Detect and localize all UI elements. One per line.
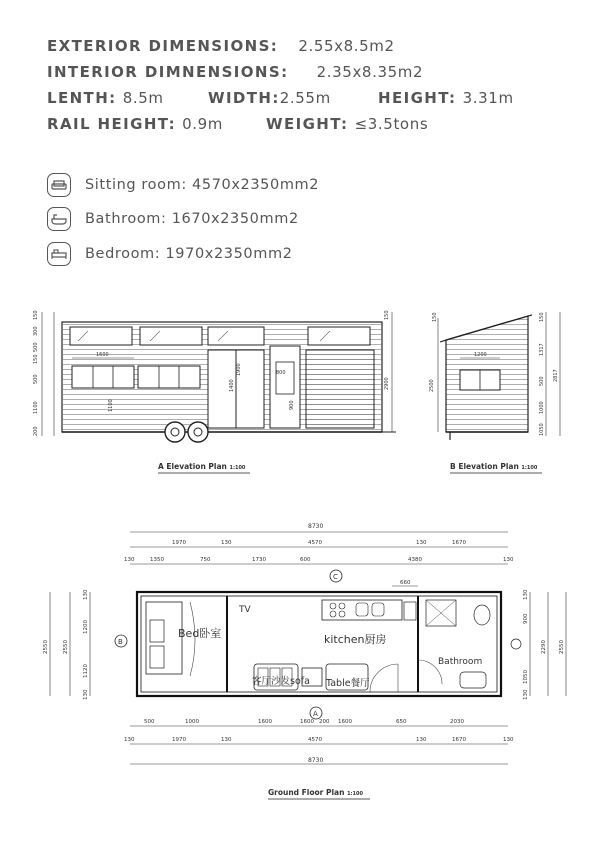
svg-text:1000: 1000 — [539, 401, 545, 414]
spec-exterior-label: EXTERIOR DIMENSIONS: — [47, 37, 279, 55]
svg-text:A: A — [313, 710, 318, 718]
svg-text:1730: 1730 — [252, 557, 266, 563]
svg-text:1120: 1120 — [83, 664, 89, 678]
svg-text:1600: 1600 — [300, 719, 314, 725]
svg-text:C: C — [333, 573, 338, 581]
right-dim-chain — [523, 589, 565, 700]
washbasin-icon — [460, 672, 486, 688]
svg-text:130: 130 — [124, 557, 135, 563]
svg-text:150: 150 — [539, 312, 545, 322]
spec-weight-value: ≤3.5tons — [354, 115, 429, 133]
svg-text:130: 130 — [83, 589, 89, 600]
spec-interior-label: INTERIOR DIMNENSIONS: — [47, 63, 289, 81]
elevation-a-dim-150: 150 — [384, 310, 390, 320]
elevation-a-panel — [306, 350, 374, 428]
svg-text:900: 900 — [523, 613, 529, 624]
svg-text:2030: 2030 — [450, 719, 464, 725]
svg-text:1050: 1050 — [523, 670, 529, 684]
bottom-dim-chain — [124, 719, 514, 743]
svg-text:1100: 1100 — [108, 399, 114, 412]
svg-text:1000: 1000 — [185, 719, 199, 725]
marker-a — [310, 707, 322, 719]
overall-length-bottom: 8730 — [308, 757, 324, 764]
elevation-b — [429, 312, 560, 473]
svg-text:1350: 1350 — [150, 557, 164, 563]
svg-text:500: 500 — [539, 376, 545, 386]
spec-interior-value: 2.35x8.35m2 — [316, 63, 424, 81]
elevation-a-caption: A Elevation Plan 1:100 — [158, 462, 246, 471]
spec-width-value: 2.55m — [279, 89, 331, 107]
entry-door-swing — [370, 664, 398, 692]
svg-text:130: 130 — [221, 540, 232, 546]
elevation-a-door — [270, 346, 300, 428]
svg-text:4570: 4570 — [308, 737, 322, 743]
svg-text:1200: 1200 — [83, 620, 89, 634]
svg-text:130: 130 — [523, 589, 529, 600]
wheel-icon — [165, 422, 185, 442]
marker-c — [330, 570, 342, 582]
spec-rail-value: 0.9m — [182, 115, 224, 133]
svg-text:130: 130 — [124, 737, 135, 743]
svg-text:1970: 1970 — [172, 737, 186, 743]
room-label-bed: Bed卧室 — [178, 627, 222, 640]
room-bathroom-text: Bathroom: 1670x2350mm2 — [85, 211, 299, 227]
spec-height-label: HEIGHT: — [378, 89, 457, 107]
svg-text:130: 130 — [503, 737, 514, 743]
svg-text:130: 130 — [523, 689, 529, 700]
overall-length-top: 8730 — [308, 523, 324, 530]
elevation-b-window-width: 1200 — [474, 352, 487, 358]
svg-text:2290: 2290 — [541, 640, 547, 654]
svg-text:1317: 1317 — [539, 343, 545, 356]
svg-text:1970: 1970 — [172, 540, 186, 546]
elevation-b-right-dims — [539, 312, 559, 436]
svg-text:1670: 1670 — [452, 540, 466, 546]
marker-b — [115, 635, 127, 647]
svg-text:1600: 1600 — [338, 719, 352, 725]
svg-text:1670: 1670 — [452, 737, 466, 743]
svg-text:2550: 2550 — [559, 640, 565, 654]
spec-width-label: WIDTH: — [208, 89, 280, 107]
marker-d — [511, 639, 521, 649]
top-dim-chain — [124, 540, 514, 563]
room-sitting-text: Sitting room: 4570x2350mm2 — [85, 177, 320, 193]
svg-text:4570: 4570 — [308, 540, 322, 546]
spec-height-value: 3.31m — [462, 89, 514, 107]
svg-text:300: 300 — [33, 326, 39, 336]
svg-text:750: 750 — [200, 557, 211, 563]
spec-rail-label: RAIL HEIGHT: — [47, 115, 176, 133]
svg-text:650: 650 — [396, 719, 407, 725]
svg-text:130: 130 — [416, 737, 427, 743]
svg-text:500: 500 — [33, 342, 39, 352]
svg-text:600: 600 — [300, 557, 311, 563]
room-bedroom-text: Bedroom: 1970x2350mm2 — [85, 246, 293, 262]
spec-weight-label: WEIGHT: — [266, 115, 349, 133]
svg-text:200: 200 — [33, 426, 39, 436]
svg-text:500: 500 — [144, 719, 155, 725]
elevation-a — [33, 310, 396, 473]
svg-text:130: 130 — [416, 540, 427, 546]
svg-text:200: 200 — [319, 719, 330, 725]
room-label-sofa: 客厅沙发sofa — [252, 676, 310, 687]
room-label-bathroom: Bathroom — [438, 657, 483, 667]
svg-text:500: 500 — [33, 374, 39, 384]
svg-text:1100: 1100 — [33, 401, 39, 414]
elevation-b-caption: B Elevation Plan 1:100 — [450, 462, 538, 471]
svg-text:1050: 1050 — [539, 423, 545, 436]
svg-text:2550: 2550 — [63, 640, 69, 654]
svg-text:2500: 2500 — [429, 379, 435, 392]
room-label-kitchen: kitchen厨房 — [324, 633, 387, 646]
svg-text:4380: 4380 — [408, 557, 422, 563]
svg-text:130: 130 — [83, 689, 89, 700]
elevation-a-glass-doors — [208, 350, 264, 428]
svg-text:2817: 2817 — [553, 369, 559, 382]
svg-text:130: 130 — [221, 737, 232, 743]
floor-plan-caption: Ground Floor Plan 1:100 — [268, 788, 363, 797]
floor-plan — [43, 523, 566, 799]
svg-text:1400: 1400 — [229, 379, 235, 392]
wheel-icon — [188, 422, 208, 442]
svg-text:130: 130 — [503, 557, 514, 563]
svg-text:2550: 2550 — [43, 640, 49, 654]
room-label-table: Table餐厅 — [326, 678, 370, 689]
elevation-a-window-width: 1600 — [96, 352, 109, 358]
elevation-a-door-width: 800 — [276, 370, 286, 376]
fridge-icon — [404, 602, 416, 620]
room-label-tv: TV — [239, 605, 251, 615]
spec-length-label: LENTH: — [47, 89, 117, 107]
spec-exterior-value: 2.55x8.5m2 — [298, 37, 395, 55]
dim-660: 660 — [400, 580, 411, 586]
stove-icon — [330, 603, 336, 609]
svg-text:B: B — [118, 638, 123, 646]
svg-text:1900: 1900 — [236, 363, 242, 376]
svg-text:900: 900 — [289, 400, 295, 410]
elevation-a-left-dims — [33, 310, 39, 436]
elevation-a-dim-2900: 2900 — [384, 377, 390, 390]
toilet-icon — [474, 605, 490, 625]
svg-text:150: 150 — [33, 310, 39, 320]
svg-text:150: 150 — [432, 312, 438, 322]
spec-length-value: 8.5m — [122, 89, 164, 107]
svg-text:150: 150 — [33, 354, 39, 364]
svg-text:1600: 1600 — [258, 719, 272, 725]
sink-icon — [356, 603, 368, 616]
